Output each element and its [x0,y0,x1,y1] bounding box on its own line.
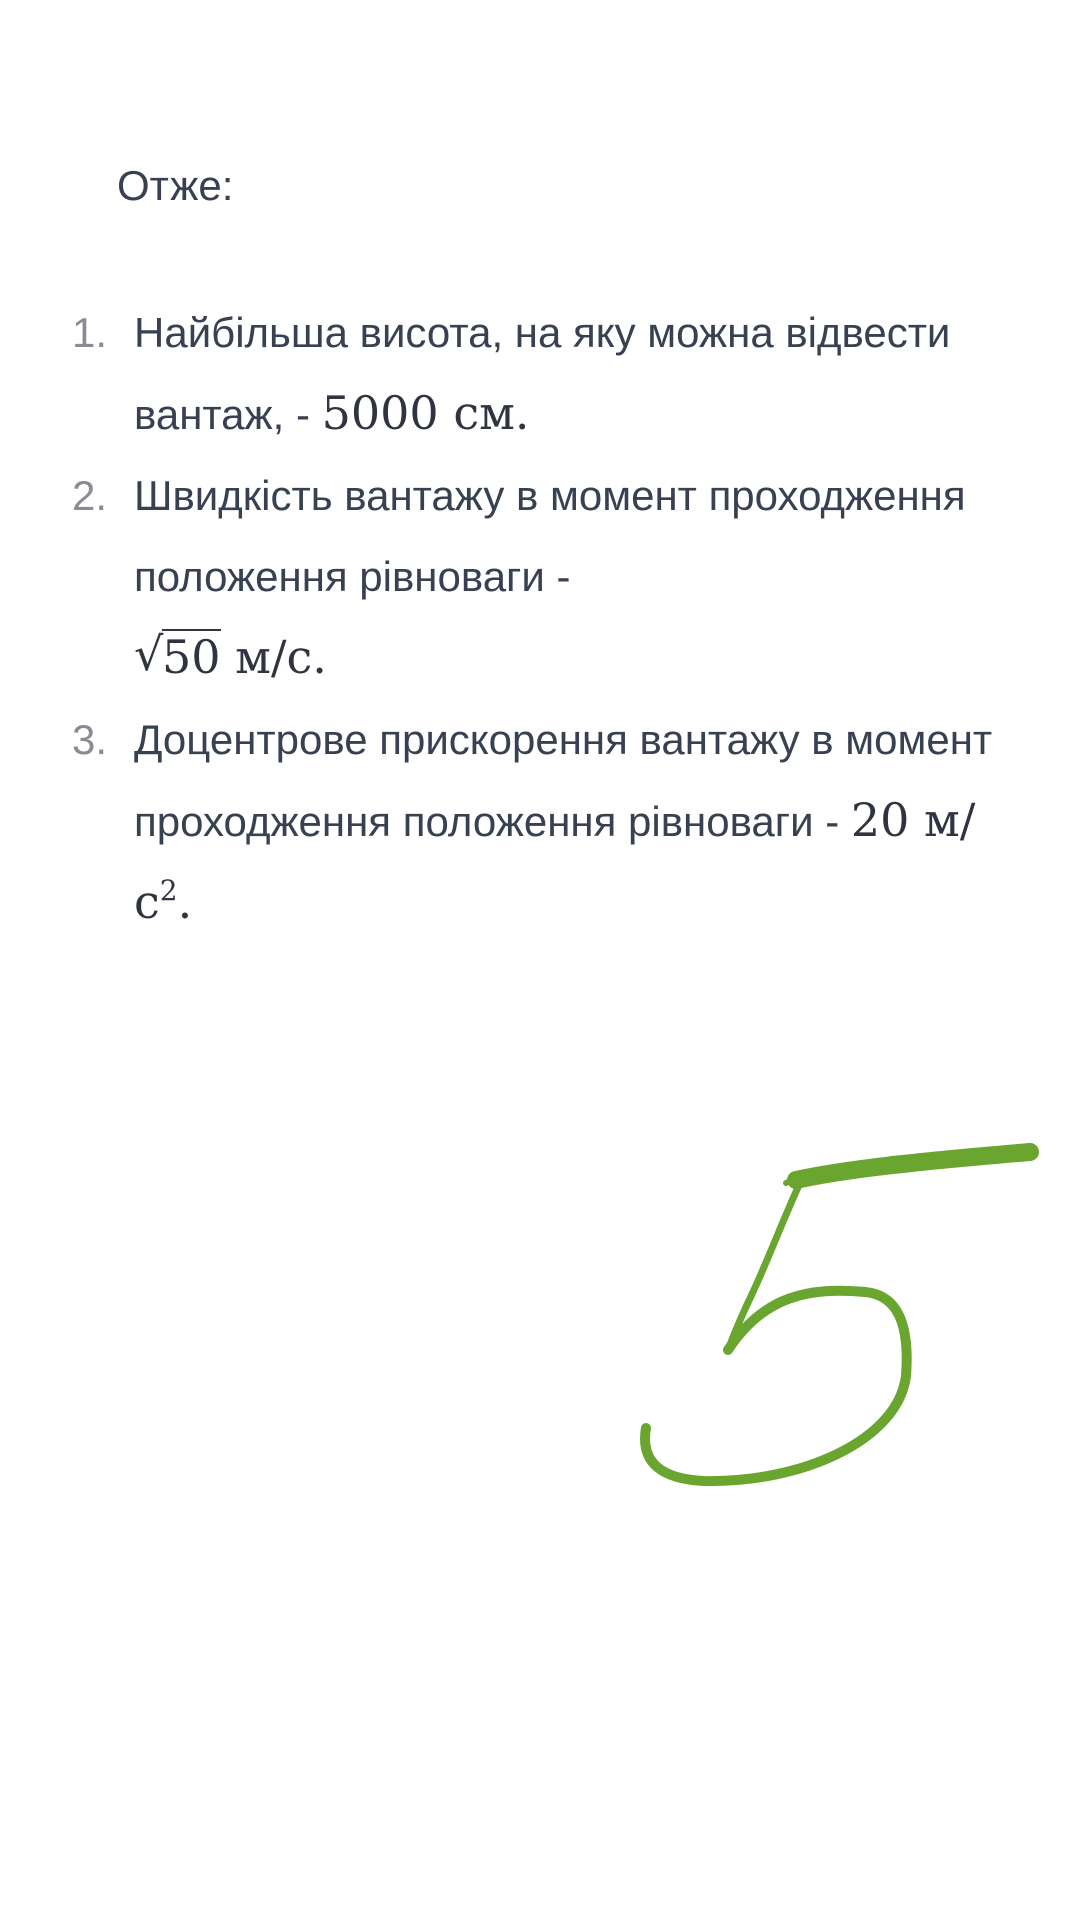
handwritten-five-stem-stroke [728,1183,800,1350]
math-suffix: . [177,875,193,929]
square-root [134,617,221,698]
answer-text: Швидкість вантажу в момент проходження положення рівноваги - [134,472,966,600]
math-suffix: . [312,630,327,684]
math-value-height [322,386,530,440]
handwritten-five-top-stroke [796,1152,1030,1180]
answer-text: Найбільша висота, на яку можна відвести вантаж, - [134,309,951,438]
math-unit: м/с [235,630,313,684]
answer-item-acceleration [0,699,1000,949]
answer-list [0,292,1000,949]
answer-item-speed [0,455,1000,699]
handwritten-five-bowl-stroke [645,1291,907,1481]
math-unit: см [453,386,515,440]
intro-text: Отже: [117,162,234,209]
math-number: 20 [850,793,910,847]
math-suffix: . [514,386,530,440]
math-unit: м/с [134,793,976,929]
handwritten-grade-mark [620,1140,1050,1520]
item-number: 2. [72,472,108,519]
answer-item-max-height [0,292,1000,455]
item-number: 1. [72,309,108,356]
math-value-speed [134,627,327,684]
math-number: 5000 [321,386,439,440]
math-exponent: 2 [159,874,178,907]
radicand: 50 [162,630,221,684]
item-number: 3. [72,716,108,763]
answer-text: Доцентрове прискорення вантажу в момент проходження положення рівноваги - [134,716,993,845]
radical-sign: √ [134,627,164,681]
